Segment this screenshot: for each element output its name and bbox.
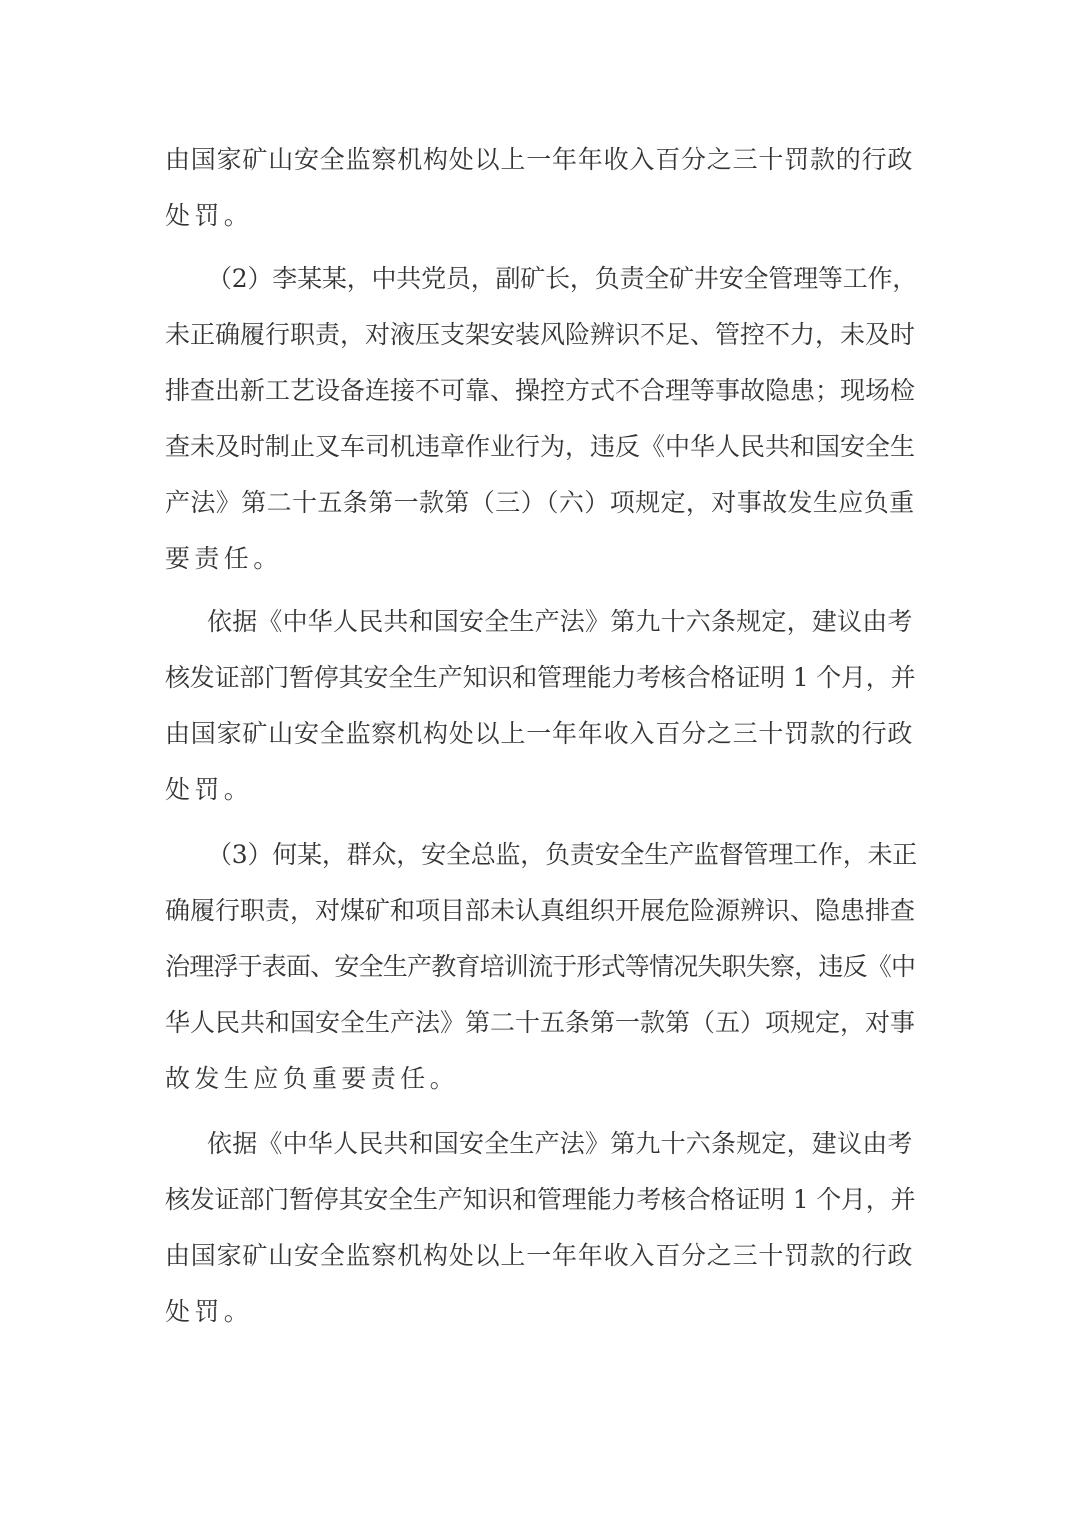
- paragraph-3-line-3: 由国家矿山安全监察机构处以上一年年收入百分之三十罚款的行政: [165, 719, 914, 748]
- paragraph-4-line-1: （3）何某，群众，安全总监，负责安全生产监督管理工作，未正: [207, 840, 918, 869]
- paragraph-2-line-4: 查未及时制止叉车司机违章作业行为，违反《中华人民共和国安全生: [165, 432, 916, 461]
- paragraph-5-line-3: 由国家矿山安全监察机构处以上一年年收入百分之三十罚款的行政: [165, 1241, 914, 1270]
- paragraph-2-line-2: 未正确履行职责，对液压支架安装风险辨识不足、管控不力，未及时: [165, 320, 916, 349]
- paragraph-2-line-5: 产法》第二十五条第一款第（三）（六）项规定，对事故发生应负重: [165, 488, 915, 517]
- paragraph-3-line-2: 核发证部门暂停其安全生产知识和管理能力考核合格证明 1 个月，并: [165, 663, 916, 692]
- paragraph-5-line-1: 依据《中华人民共和国安全生产法》第九十六条规定，建议由考: [207, 1129, 913, 1158]
- paragraph-2-line-3: 排查出新工艺设备连接不可靠、操控方式不合理等事故隐患；现场检: [165, 376, 916, 405]
- paragraph-4-line-3: 治理浮于表面、安全生产教育培训流于形式等情况失职失察，违反《中: [165, 952, 916, 981]
- paragraph-5-line-2: 核发证部门暂停其安全生产知识和管理能力考核合格证明 1 个月，并: [165, 1185, 916, 1214]
- paragraph-4-line-5: 故发生应负重要责任。: [165, 1064, 460, 1093]
- paragraph-2-line-6: 要责任。: [165, 544, 283, 573]
- paragraph-3-line-4: 处罚。: [165, 775, 254, 804]
- paragraph-1-line-2: 处罚。: [165, 201, 254, 230]
- paragraph-5-line-4: 处罚。: [165, 1297, 254, 1326]
- paragraph-2-line-1: （2）李某某，中共党员，副矿长，负责全矿井安全管理等工作，: [207, 264, 918, 293]
- paragraph-3-line-1: 依据《中华人民共和国安全生产法》第九十六条规定，建议由考: [207, 607, 913, 636]
- paragraph-1-line-1: 由国家矿山安全监察机构处以上一年年收入百分之三十罚款的行政: [165, 145, 914, 174]
- paragraph-4-line-4: 华人民共和国安全生产法》第二十五条第一款第（五）项规定，对事: [165, 1008, 916, 1037]
- paragraph-4-line-2: 确履行职责，对煤矿和项目部未认真组织开展危险源辨识、隐患排查: [165, 896, 916, 925]
